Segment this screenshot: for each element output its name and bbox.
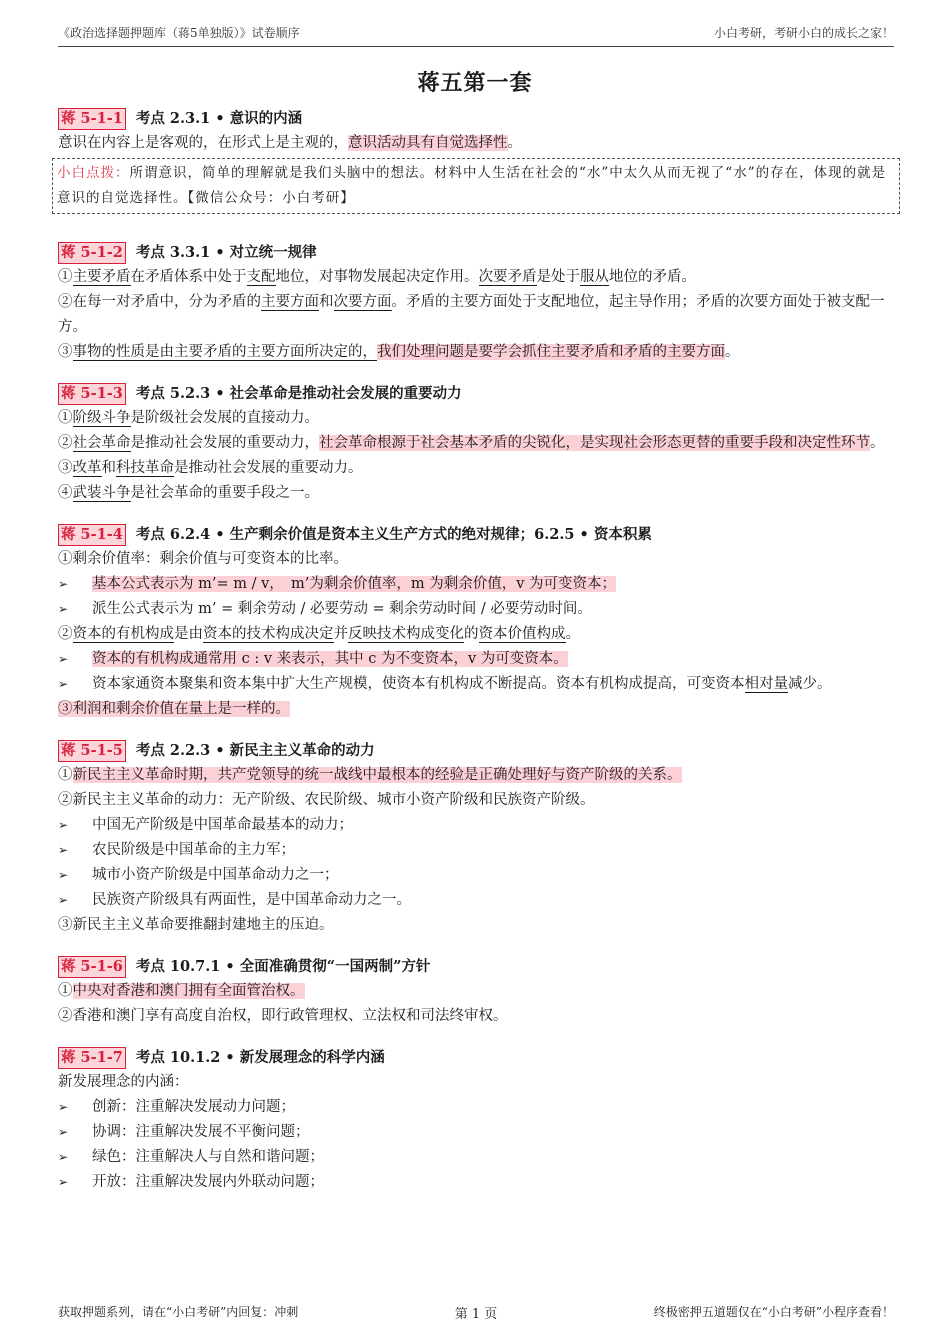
highlight: 资本的有机构成通常用 c : v 来表示，其中 c 为不变资本，v 为可变资本。 xyxy=(92,651,568,667)
text: 是由 xyxy=(174,626,203,642)
paragraph xyxy=(58,131,894,156)
paragraph: ②香港和澳门享有高度自治权，即行政管理权、立法权和司法终审权。 xyxy=(58,1008,508,1024)
bullet-item xyxy=(58,647,894,672)
arrowhead-bullet-icon: ➢ xyxy=(58,602,69,616)
section-title: 考点 10.1.2 • 新发展理念的科学内涵 xyxy=(135,1049,385,1066)
section-tag: 蒋 5-1-5 xyxy=(58,740,126,762)
section-heading xyxy=(58,738,894,763)
underlined-term: 反映技术构成变化 xyxy=(348,626,464,642)
section-heading xyxy=(58,954,894,979)
paragraph xyxy=(58,340,894,365)
underlined-term: 支配 xyxy=(246,269,276,285)
section-title: 考点 2.2.3 • 新民主主义革命的动力 xyxy=(135,742,375,759)
header-left: 《政治选择题押题库（蒋5单独版）》试卷顺序 xyxy=(58,26,300,40)
page-number: 第 1 页 xyxy=(454,1307,498,1322)
bullet-item xyxy=(58,1145,894,1170)
text: ③ xyxy=(58,344,73,360)
text: ① xyxy=(58,410,73,426)
bullet-item xyxy=(58,838,894,863)
text: 地位，对事物发展起决定作用。 xyxy=(275,269,479,285)
arrowhead-bullet-icon: ➢ xyxy=(58,1100,69,1114)
page-header xyxy=(58,24,894,47)
paragraph xyxy=(58,697,894,722)
bullet-text: 派生公式表示为 m’ = 剩余劳动 / 必要劳动 = 剩余劳动时间 / 必要劳动时间。 xyxy=(92,601,592,617)
highlight: 新民主主义革命时期，共产党领导的统一战线中最根本的经验是正确处理好与资产阶级的关系 xyxy=(72,767,667,783)
underlined-term: 武装斗争 xyxy=(72,485,131,501)
paragraph: ①剩余价值率：剩余价值与可变资本的比率。 xyxy=(58,551,348,567)
text: 是处于 xyxy=(536,269,580,285)
bullet-item xyxy=(58,888,894,913)
bullet-item xyxy=(58,1170,894,1195)
paragraph xyxy=(58,265,894,290)
highlight: 意识活动具有自觉选择性 xyxy=(348,135,508,151)
underlined-term: 服从 xyxy=(580,269,609,285)
section-tag: 蒋 5-1-7 xyxy=(58,1047,126,1069)
document-body xyxy=(58,106,894,1211)
text: 。 xyxy=(565,626,580,642)
underlined-term: 资本价值构成 xyxy=(478,626,566,642)
section-tag: 蒋 5-1-1 xyxy=(58,108,126,130)
arrowhead-bullet-icon: ➢ xyxy=(58,843,69,857)
section-5-1-6 xyxy=(58,954,894,1029)
section-heading xyxy=(58,240,894,265)
paragraph xyxy=(58,763,894,788)
text: 意识在内容上是客观的，在形式上是主观的， xyxy=(58,135,348,151)
bullet-text: 城市小资产阶级是中国革命动力之一； xyxy=(92,867,339,883)
bullet-item xyxy=(58,1095,894,1120)
text: ②在每一对矛盾中，分为矛盾的 xyxy=(58,294,261,310)
bullet-text: 农民阶级是中国革命的主力军； xyxy=(92,842,295,858)
section-title: 考点 10.7.1 • 全面准确贯彻“一国两制”方针 xyxy=(135,958,431,975)
text: 的 xyxy=(464,626,479,642)
bullet-text: 创新：注重解决发展动力问题； xyxy=(92,1099,295,1115)
arrowhead-bullet-icon: ➢ xyxy=(58,677,69,691)
text: ① xyxy=(58,269,73,285)
underlined-term: 资本的技术构成决定 xyxy=(203,626,334,642)
section-5-1-7 xyxy=(58,1045,894,1195)
text: 和 xyxy=(319,294,334,310)
page-footer xyxy=(58,1303,894,1322)
underlined-term: 次要方面 xyxy=(333,294,392,310)
arrowhead-bullet-icon: ➢ xyxy=(58,652,69,666)
section-5-1-3 xyxy=(58,381,894,506)
section-5-1-4 xyxy=(58,522,894,722)
paragraph xyxy=(58,456,894,481)
bullet-text: 协调：注重解决发展不平衡问题； xyxy=(92,1124,310,1140)
section-tag: 蒋 5-1-6 xyxy=(58,956,126,978)
text: ① xyxy=(58,767,73,783)
text: ③ xyxy=(58,701,73,717)
tip-text: 所谓意识，简单的理解就是我们头脑中的想法。材料中人生活在社会的“水”中太久从而无视了“水”的存在，体现的就是意识的自觉选择性。【微信公众号：小白考研】 xyxy=(57,165,887,206)
bullet-text: 开放：注重解决发展内外联动问题； xyxy=(92,1174,324,1190)
text: ③ xyxy=(58,460,73,476)
text: 。 xyxy=(507,135,522,151)
footer-right: 终极密押五道题仅在“小白考研”小程序查看！ xyxy=(653,1305,894,1319)
text: 。 xyxy=(290,983,305,999)
arrowhead-bullet-icon: ➢ xyxy=(58,577,69,591)
bullet-item xyxy=(58,813,894,838)
section-title: 考点 3.3.1 • 对立统一规律 xyxy=(135,244,317,261)
text: 。 xyxy=(667,767,682,783)
underlined-term: 主要矛盾 xyxy=(72,269,131,285)
text: 并 xyxy=(333,626,348,642)
section-tag: 蒋 5-1-4 xyxy=(58,524,126,546)
paragraph: ②新民主主义革命的动力：无产阶级、农民阶级、城市小资产阶级和民族资产阶级。 xyxy=(58,792,595,808)
text: ④ xyxy=(58,485,73,501)
footer-left: 获取押题系列，请在“小白考研”内回复：冲刺 xyxy=(58,1305,299,1319)
paragraph: ③新民主主义革命要推翻封建地主的压迫。 xyxy=(58,917,334,933)
text: ② xyxy=(58,626,73,642)
section-heading xyxy=(58,1045,894,1070)
bullet-item xyxy=(58,863,894,888)
bullet-item xyxy=(58,597,894,622)
tip-box xyxy=(52,158,900,214)
section-tag: 蒋 5-1-2 xyxy=(58,242,126,264)
underlined-term: 资本的有机构成 xyxy=(72,626,174,642)
underlined-term: 主要方面 xyxy=(261,294,319,310)
text: ① xyxy=(58,983,73,999)
highlight: 利润和剩余价值在量上是一样的。 xyxy=(72,701,290,717)
highlight: 中央对香港和澳门拥有全面管治权 xyxy=(72,983,290,999)
paragraph xyxy=(58,622,894,647)
underlined-term: 科技革命 xyxy=(116,460,174,476)
section-heading xyxy=(58,381,894,406)
text: 和 xyxy=(101,460,116,476)
section-5-1-1 xyxy=(58,106,894,214)
text: 在矛盾体系中处于 xyxy=(130,269,247,285)
text: 地位的矛盾。 xyxy=(609,269,696,285)
underlined-term: 阶级斗争 xyxy=(72,410,131,426)
bullet-text: 中国无产阶级是中国革命最基本的动力； xyxy=(92,817,353,833)
arrowhead-bullet-icon: ➢ xyxy=(58,1125,69,1139)
page-title: 蒋五第一套 xyxy=(417,71,533,96)
section-tag: 蒋 5-1-3 xyxy=(58,383,126,405)
section-title: 考点 2.3.1 • 意识的内涵 xyxy=(135,110,303,127)
section-heading xyxy=(58,106,894,131)
section-title: 考点 6.2.4 • 生产剩余价值是资本主义生产方式的绝对规律；6.2.5 • 资本积累 xyxy=(135,526,652,543)
text: 。矛盾的主要方面处于支配地位，起主导作用；矛盾的次要方面处于被支配一方。 xyxy=(58,294,885,335)
underlined-term: 事物的性质是由主要矛盾的主要方面所决定的， xyxy=(72,344,377,360)
text: 是推动社会发展的重要动力。 xyxy=(174,460,363,476)
section-5-1-2 xyxy=(58,240,894,365)
tip-label: 小白点拨： xyxy=(57,165,130,181)
text: 资本家通资本聚集和资本集中扩大生产规模，使资本有机构成不断提高。资本有机构成提高，可变资本 xyxy=(92,676,745,692)
arrowhead-bullet-icon: ➢ xyxy=(58,868,69,882)
underlined-term: 改革 xyxy=(72,460,102,476)
text: 。 xyxy=(725,344,740,360)
text: 是社会革命的重要手段之一。 xyxy=(130,485,319,501)
underlined-term: 社会革命 xyxy=(72,435,131,451)
paragraph xyxy=(58,290,894,340)
bullet-item xyxy=(58,1120,894,1145)
paragraph: 新发展理念的内涵： xyxy=(58,1074,189,1090)
text: 。 xyxy=(870,435,885,451)
header-right: 小白考研，考研小白的成长之家！ xyxy=(713,26,894,40)
highlight: 社会革命根源于社会基本矛盾的尖锐化，是实现社会形态更替的重要手段和决定性环节 xyxy=(319,435,870,451)
paragraph xyxy=(58,979,894,1004)
section-5-1-5 xyxy=(58,738,894,938)
arrowhead-bullet-icon: ➢ xyxy=(58,1150,69,1164)
underlined-term: 次要矛盾 xyxy=(478,269,537,285)
bullet-text: 民族资产阶级具有两面性，是中国革命动力之一。 xyxy=(92,892,411,908)
arrowhead-bullet-icon: ➢ xyxy=(58,818,69,832)
bullet-item xyxy=(58,572,894,597)
text: 是阶级社会发展的直接动力。 xyxy=(130,410,319,426)
section-title: 考点 5.2.3 • 社会革命是推动社会发展的重要动力 xyxy=(135,385,462,402)
bullet-text: 绿色：注重解决人与自然和谐问题； xyxy=(92,1149,324,1165)
bullet-item xyxy=(58,672,894,697)
text: 是推动社会发展的重要动力， xyxy=(130,435,319,451)
text: 减少。 xyxy=(788,676,832,692)
paragraph xyxy=(58,431,894,456)
arrowhead-bullet-icon: ➢ xyxy=(58,1175,69,1189)
paragraph xyxy=(58,406,894,431)
underlined-term: 相对量 xyxy=(744,676,788,692)
section-heading xyxy=(58,522,894,547)
text: ② xyxy=(58,435,73,451)
highlight: 基本公式表示为 m’= m / v， m’为剩余价值率，m 为剩余价值，v 为可变资本； xyxy=(92,576,617,592)
paragraph xyxy=(58,481,894,506)
highlight: 我们处理问题是要学会抓住主要矛盾和矛盾的主要方面 xyxy=(377,344,725,360)
arrowhead-bullet-icon: ➢ xyxy=(58,893,69,907)
